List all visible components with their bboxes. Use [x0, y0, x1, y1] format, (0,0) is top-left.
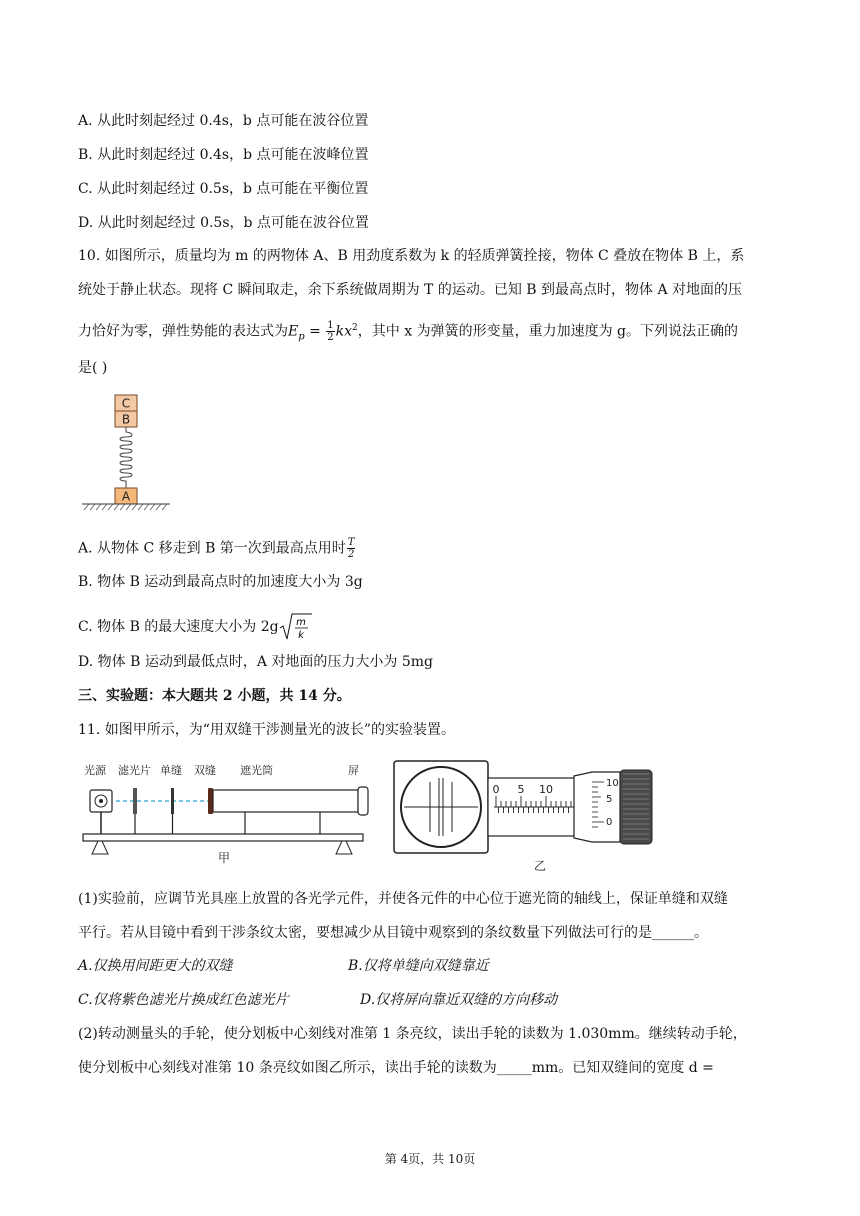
screen-eyepiece — [358, 787, 368, 815]
block-c-label: C — [121, 396, 131, 411]
q10-stem-line-1: 10. 如图所示，质量均为 m 的两物体 A、B 用劲度系数为 k 的轻质弹簧拴接，物体 C 叠放在物体 B 上，系 — [78, 248, 745, 264]
main-scale-label-10: 10 — [539, 783, 553, 796]
svg-text:甲: 甲 — [218, 851, 231, 865]
sqrt-m-over-k — [279, 612, 313, 642]
q11-part2-line-2: 使分划板中心刻线对准第 10 条亮纹如图乙所示，读出手轮的读数为_____mm。已知双缝间的宽度 d = — [78, 1060, 714, 1076]
q10-option-d: D. 物体 B 运动到最低点时，A 对地面的压力大小为 5mg — [78, 654, 433, 670]
q10-stem-line-4: 是( ) — [78, 360, 108, 376]
section-3-heading: 三、实验题：本大题共 2 小题，共 14 分。 — [78, 688, 351, 704]
q11-option-a: A.仅换用间距更大的双缝 — [78, 958, 233, 974]
q11-intro: 11. 如图甲所示，为“用双缝干涉测量光的波长”的实验装置。 — [78, 722, 456, 738]
svg-text:双缝: 双缝 — [194, 764, 216, 777]
q10-option-c: C. 物体 B 的最大速度大小为 2g m k — [78, 612, 313, 642]
q9-option-c: C. 从此时刻起经过 0.5s，b 点可能在平衡位置 — [78, 181, 369, 197]
q10-option-a: A. 从物体 C 移走到 B 第一次到最高点用时 $\frac{T}{2}$ — [78, 537, 355, 560]
block-b-label: B — [121, 412, 131, 427]
q9-option-d: D. 从此时刻起经过 0.5s，b 点可能在波谷位置 — [78, 215, 369, 231]
q10-option-b: B. 物体 B 运动到最高点时的加速度大小为 3g — [78, 574, 363, 590]
thimble-label-5: 5 — [606, 794, 613, 805]
single-slit — [171, 788, 174, 814]
q10-stem-line-3: 力恰好为零，弹性势能的表达式为$E_p$ = $\frac{1}{2}$ $kx^2$，其中 x 为弹簧的形变量，重力加速度为 g。下列说法正确的 — [78, 320, 738, 344]
spring-system-figure — [78, 392, 178, 517]
q9-option-a: A. 从此时刻起经过 0.4s，b 点可能在波谷位置 — [78, 113, 369, 129]
double-slit — [208, 788, 213, 814]
q10-stem-line-2: 统处于静止状态。现将 C 瞬间取走，余下系统做周期为 T 的运动。已知 B 到最高点时，物体 A 对地面的压 — [78, 282, 743, 298]
svg-text:光源: 光源 — [84, 764, 106, 777]
svg-text:滤光片: 滤光片 — [118, 764, 151, 777]
svg-text:屏: 屏 — [348, 764, 359, 777]
measuring-head-figure — [392, 758, 658, 876]
svg-text:遮光筒: 遮光筒 — [240, 764, 273, 777]
main-scale-label-0: 0 — [492, 783, 500, 796]
svg-text:k: k — [297, 630, 304, 641]
q9-option-b: B. 从此时刻起经过 0.4s，b 点可能在波峰位置 — [78, 147, 369, 163]
optical-bench — [83, 834, 363, 841]
block-a-label: A — [121, 489, 131, 504]
hand-wheel-knob — [620, 770, 652, 844]
thimble-label-0: 0 — [606, 817, 613, 828]
half-fraction: $\frac{1}{2}$ — [327, 320, 334, 344]
page-footer: 第 4页，共 10页 — [384, 1152, 476, 1166]
ground-hatching — [84, 504, 167, 510]
q11-part1-line-1: (1)实验前，应调节光具座上放置的各光学元件，并使各元件的中心位于遮光筒的轴线上，保证单缝和双缝 — [78, 891, 728, 907]
svg-text:m: m — [295, 617, 306, 628]
svg-text:乙: 乙 — [534, 859, 547, 873]
spring — [120, 427, 132, 488]
q11-option-d: D.仅将屏向靠近双缝的方向移动 — [360, 992, 558, 1008]
q11-option-b: B.仅将单缝向双缝靠近 — [348, 958, 489, 974]
svg-text:单缝: 单缝 — [160, 764, 182, 777]
q11-part1-line-2: 平行。若从目镜中看到干涉条纹太密，要想减少从目镜中观察到的条纹数量下列做法可行的是______。 — [78, 925, 708, 941]
filter — [133, 788, 137, 814]
light-shield-tube — [213, 790, 358, 812]
q11-option-c: C.仅将紫色滤光片换成红色滤光片 — [78, 992, 289, 1008]
t-over-2-fraction: $\frac{T}{2}$ — [347, 537, 355, 560]
double-slit-apparatus-figure — [80, 762, 376, 874]
main-scale-label-5: 5 — [517, 783, 525, 796]
q11-part2-line-1: (2)转动测量头的手轮，使分划板中心刻线对准第 1 条亮纹，读出手轮的读数为 1.030mm。继续转动手轮， — [78, 1026, 747, 1042]
thimble-label-10: 10 — [606, 778, 619, 789]
